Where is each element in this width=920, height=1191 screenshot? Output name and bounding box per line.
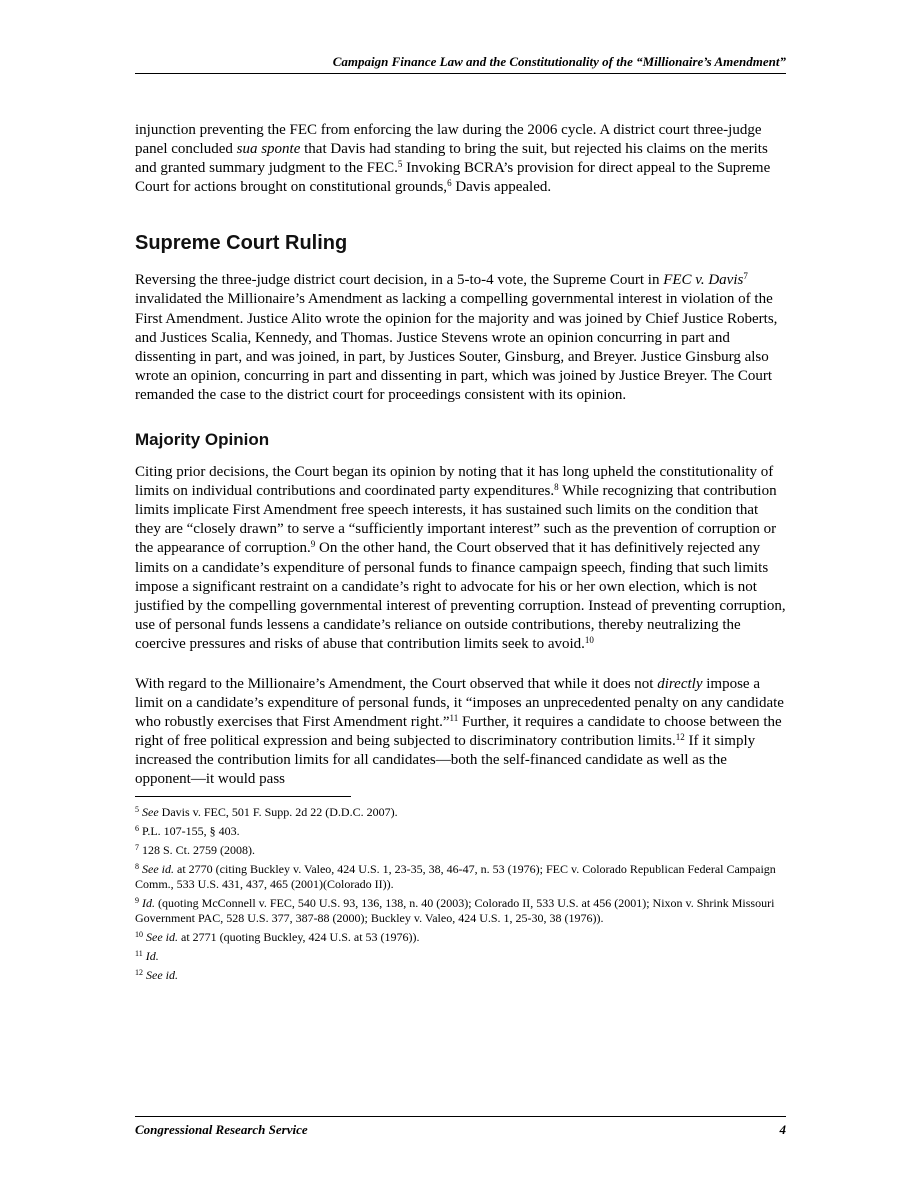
text-run: If it simply increased the contribution limits for all candidates—both the self-financed candidate as well as the opponent—it would pass: [135, 733, 756, 788]
text-run: On the other hand, the Court observed that it has definitively rejected any limits on a candidate’s expenditure of personal funds to finance campaign speech, finding that such limits impose a significant restraint on a candidate’s right to advocate for his or her own election, which is not justified by the compelling governmental interest of preventing corruption. Instead of preventing corruption, use of personal funds lessens a candidate’s reliance on outside contributions, thereby neutralizing the coercive pressures and risks of abuse that contribution limits seek to avoid.: [135, 540, 786, 652]
footnote-8: [135, 862, 786, 892]
text-run: invalidated the Millionaire’s Amendment as lacking a compelling governmental interest in violation of the First Amendment. Justice Alito wrote the opinion for the majority and was joined by Chief Justice Roberts, and Justices Scalia, Kennedy, and Thomas. Justice Stevens wrote an opinion concurring in part and dissenting in part, and was joined, in part, by Justices Souter, Ginsburg, and Breyer. Justice Ginsburg also wrote an opinion, concurring in part and dissenting in part, which was joined by Justice Breyer. The Court remanded the case to the district court for proceedings consistent with its opinion.: [135, 291, 778, 403]
page-content: [135, 121, 786, 987]
footer-rule: [135, 1116, 786, 1117]
footer-organization: Congressional Research Service: [135, 1122, 308, 1137]
text-run: Further, it requires a candidate to choose between the right of free political expression and being subjected to discriminatory contribution limits.: [135, 714, 782, 750]
footnote-number: 5: [135, 804, 139, 814]
running-header: Campaign Finance Law and the Constitutionality of the “Millionaire’s Amendment”: [332, 54, 786, 69]
footnote-12: [135, 968, 786, 983]
footnote-reference: 9: [310, 539, 316, 550]
footnote-reference: 12: [675, 732, 685, 743]
footnote-number: 9: [135, 895, 139, 905]
italic-text: sua sponte: [236, 141, 301, 158]
section-heading-supreme-court-ruling: Supreme Court Ruling: [135, 232, 348, 255]
footnote-10: [135, 930, 786, 945]
paragraph-majority-2: [135, 675, 786, 790]
text-run: Davis v. FEC, 501 F. Supp. 2d 22 (D.D.C. 2007).: [158, 804, 398, 819]
text-run: Citing prior decisions, the Court began its opinion by noting that it has long upheld the constitutionality of limits on individual contributions and coordinated party expenditures.: [135, 464, 774, 500]
italic-text: See: [142, 804, 159, 819]
footnote-reference: 6: [447, 178, 452, 189]
text-run: Davis appealed.: [451, 179, 552, 196]
footnote-number: 10: [135, 929, 143, 939]
text-run: at 2771 (quoting Buckley, 424 U.S. at 53 (1976)).: [178, 929, 420, 944]
italic-text: See id.: [146, 929, 178, 944]
page-footer: [135, 1122, 786, 1138]
text-run: With regard to the Millionaire’s Amendment, the Court observed that while it does not: [135, 675, 658, 692]
text-run: impose a limit on a candidate’s expenditure of personal funds, it “imposes an unprecedented penalty on any candidate who robustly exercises that First Amendment right.”: [135, 675, 784, 731]
footnote-number: 12: [135, 967, 143, 977]
paragraph-majority-1: [135, 463, 786, 654]
text-run: 128 S. Ct. 2759 (2008).: [142, 842, 256, 857]
footnote-number: 8: [135, 861, 139, 871]
italic-text: See id.: [142, 861, 174, 876]
text-run: While recognizing that contribution limits implicate First Amendment free speech interests, it has sustained such limits on the condition that they are “closely drawn” to serve a “sufficiently important interest” such as the prevention of corruption or the appearance of corruption.: [135, 483, 777, 557]
text-run: Invoking BCRA’s provision for direct appeal to the Supreme Court for actions brought on constitutional grounds,: [135, 160, 771, 196]
text-run: P.L. 107-155, § 403.: [142, 823, 240, 838]
italic-text: FEC v. Davis: [663, 272, 744, 289]
text-run: Reversing the three-judge district court decision, in a 5-to-4 vote, the Supreme Court in: [135, 272, 664, 289]
footnote-9: [135, 896, 786, 926]
italic-text: See id.: [146, 967, 178, 982]
footnote-rule: [135, 796, 351, 797]
text-run: that Davis had standing to bring the suit, but rejected his claims on the merits and granted summary judgment to the FEC.: [135, 141, 768, 177]
text-run: at 2770 (citing Buckley v. Valeo, 424 U.S. 1, 23-35, 38, 46-47, n. 53 (1976); FEC v. Colorado Republican Federal Campaign Comm., 533 U.S. 431, 437, 465 (2001)(Colorado II)).: [135, 861, 776, 891]
italic-text: directly: [657, 675, 703, 692]
footnote-number: 11: [135, 948, 143, 958]
paragraph-ruling: [135, 271, 786, 405]
footnote-reference: 8: [554, 482, 559, 493]
text-run: injunction preventing the FEC from enforcing the law during the 2006 cycle. A district court three-judge panel concluded: [135, 122, 762, 158]
footnote-reference: 5: [397, 159, 403, 170]
footnote-5: [135, 805, 786, 820]
footnote-number: 6: [135, 823, 139, 833]
text-run: (quoting McConnell v. FEC, 540 U.S. 93, 136, 138, n. 40 (2003); Colorado II, 533 U.S. at 456 (2001); Nixon v. Shrink Missouri Government PAC, 528 U.S. 377, 387-88 (2000); Buckley v. Valeo, 424 U.S. 1, 25-30, 38 (1976)).: [135, 895, 775, 925]
page-number: 4: [779, 1122, 786, 1137]
footnote-reference: 10: [584, 634, 594, 645]
subsection-heading-majority-opinion: Majority Opinion: [135, 430, 270, 450]
footnote-7: [135, 843, 786, 858]
footnote-reference: 7: [743, 271, 748, 282]
paragraph-intro: [135, 121, 786, 197]
footnotes: [135, 805, 786, 983]
footnote-reference: 11: [449, 713, 459, 724]
header-rule: [135, 73, 786, 74]
footnote-11: [135, 949, 786, 964]
footnote-number: 7: [135, 842, 139, 852]
footnote-6: [135, 824, 786, 839]
italic-text: Id.: [145, 948, 159, 963]
italic-text: Id.: [142, 895, 155, 910]
